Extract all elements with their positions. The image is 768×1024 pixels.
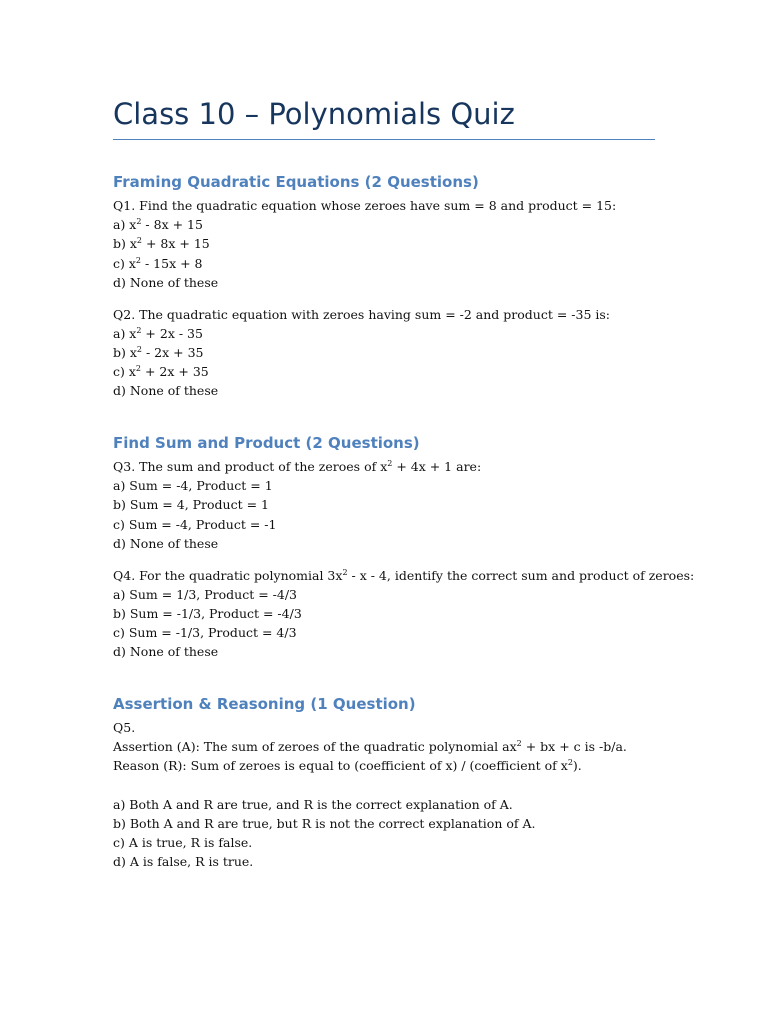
page-title: Class 10 – Polynomials Quiz <box>113 97 515 131</box>
option-a: a) Sum = -4, Product = 1 <box>113 478 273 494</box>
option-d: d) None of these <box>113 274 219 290</box>
section-heading: Find Sum and Product (2 Questions) <box>113 434 420 452</box>
option-c: c) $x^2 + 2x + 35$ <box>113 364 209 380</box>
section-sum-product <box>113 433 694 662</box>
option-c: c) Sum = -1/3, Product = 4/3 <box>113 625 297 641</box>
question-stem-q2: Q2. The quadratic equation with zeroes having sum = -2 and product = -35 is: <box>113 306 611 322</box>
option-a: a) Sum = 1/3, Product = -4/3 <box>113 586 298 602</box>
option-c: c) $x^2 - 15x + 8$ <box>113 255 203 271</box>
reason-text: Reason (R): Sum of zeroes is equal to (coefficient of x) / (coefficient of $x^2$). <box>113 758 582 774</box>
section-framing-quadratic <box>113 172 616 401</box>
option-b: b) $x^2 + 8x + 15$ <box>113 236 210 252</box>
option-d: d) A is false, R is true. <box>113 854 254 870</box>
question-stem-q4: Q4. For the quadratic polynomial $3x^2$ - x - 4, identify the correct sum and product of zeroes: <box>113 567 695 583</box>
option-b: b) Both A and R are true, but R is not the correct explanation of A. <box>113 815 536 831</box>
option-d: d) None of these <box>113 644 219 660</box>
option-d: d) None of these <box>113 383 219 399</box>
question-label-q5: Q5. <box>113 720 136 735</box>
option-a: a) $x^2 + 2x - 35$ <box>113 325 203 341</box>
question-stem-q1: Q1. Find the quadratic equation whose zeroes have sum = 8 and product = 15: <box>113 198 617 213</box>
section-heading: Assertion & Reasoning (1 Question) <box>113 695 416 713</box>
title-underline <box>113 139 655 140</box>
option-b: b) $x^2 - 2x + 35$ <box>113 344 204 361</box>
section-assertion-reasoning <box>113 694 627 872</box>
option-a: a) $x^2 - 8x + 15$ <box>113 217 203 233</box>
option-c: c) Sum = -4, Product = -1 <box>113 516 277 532</box>
option-a: a) Both A and R are true, and R is the correct explanation of A. <box>113 796 513 812</box>
question-stem-q3: Q3. The sum and product of the zeroes of $x^2 + 4x + 1$ are: <box>113 458 482 474</box>
section-heading: Framing Quadratic Equations (2 Questions) <box>113 173 479 191</box>
option-d: d) None of these <box>113 535 219 551</box>
assertion-text: Assertion (A): The sum of zeroes of the quadratic polynomial $ax^2$ + bx + c is -b/a. <box>113 739 627 755</box>
option-b: b) Sum = 4, Product = 1 <box>113 497 269 513</box>
option-c: c) A is true, R is false. <box>113 835 253 851</box>
option-b: b) Sum = -1/3, Product = -4/3 <box>113 606 302 622</box>
